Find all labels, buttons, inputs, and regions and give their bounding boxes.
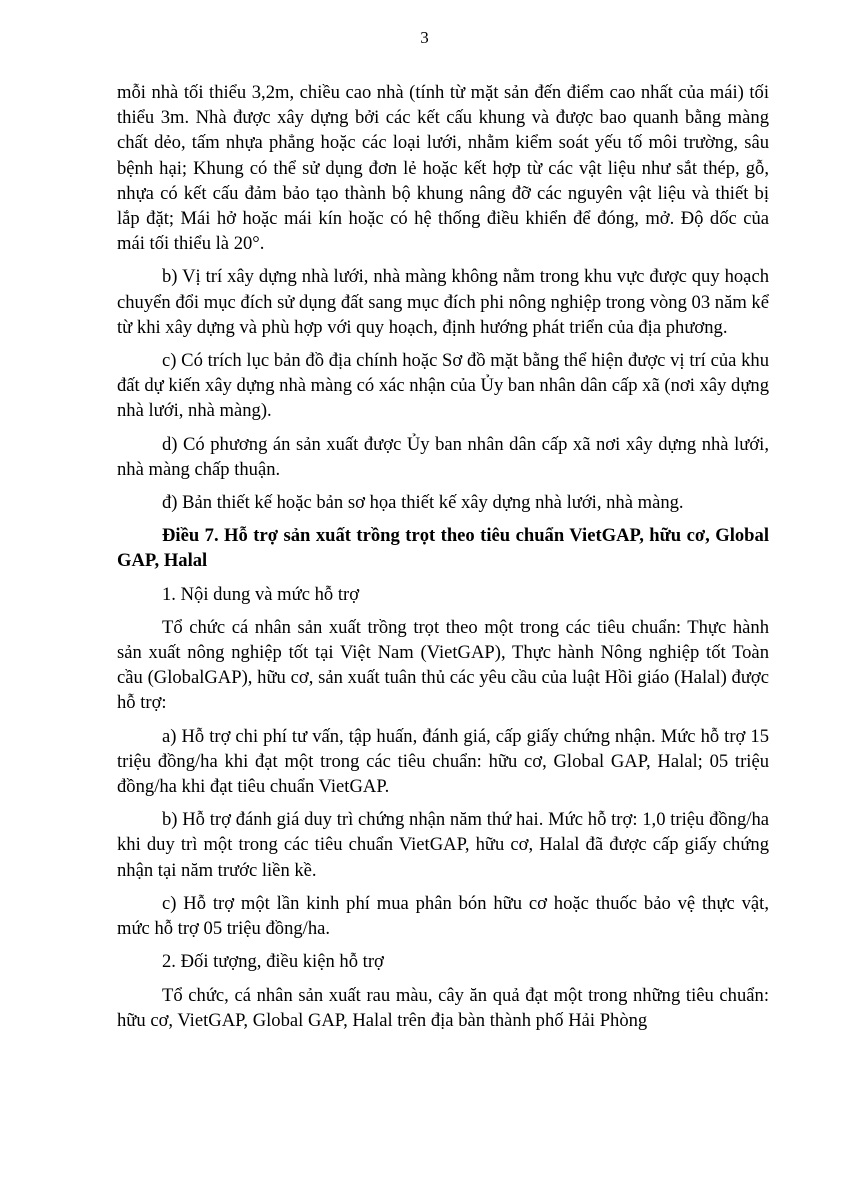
paragraph-item-dd: đ) Bản thiết kế hoặc bản sơ họa thiết kế xây dựng nhà lưới, nhà màng. <box>162 492 684 514</box>
paragraph-support-c: c) Hỗ trợ một lần kinh phí mua phân bón hữu cơ hoặc thuốc bảo vệ thực vật, mức hỗ trợ 05 triệu đồng/ha. <box>117 892 769 940</box>
paragraph-eligibility: Tổ chức, cá nhân sản xuất rau màu, cây ăn quả đạt một trong những tiêu chuẩn: hữu cơ, VietGAP, Global GAP, Halal trên địa bàn thành phố Hải Phòng <box>117 984 769 1031</box>
paragraph-item-c: c) Có trích lục bản đồ địa chính hoặc Sơ đồ mặt bằng thể hiện được vị trí của khu đất dự kiến xây dựng nhà màng có xác nhận của Ủy ban nhân dân cấp xã (nơi xây dựng nhà lưới, nhà màng). <box>117 350 769 422</box>
paragraph-support-b: b) Hỗ trợ đánh giá duy trì chứng nhận năm thứ hai. Mức hỗ trợ: 1,0 triệu đồng/ha khi duy trì một trong các tiêu chuẩn VietGAP, hữu cơ, Halal đã được cấp giấy chứng nhận tại năm trước liền kề. <box>117 809 769 881</box>
paragraph-intro: Tổ chức cá nhân sản xuất trồng trọt theo một trong các tiêu chuẩn: Thực hành sản xuất nông nghiệp tốt tại Việt Nam (VietGAP), Thực hành Nông nghiệp tốt Toàn cầu (GlobalGAP), hữu cơ, sản xuất tuân thủ các yêu cầu của luật Hồi giáo (Halal) được hỗ trợ: <box>117 616 769 714</box>
section-1-heading: 1. Nội dung và mức hỗ trợ <box>162 583 360 605</box>
article-7-heading: Điều 7. Hỗ trợ sản xuất trồng trọt theo tiêu chuẩn VietGAP, hữu cơ, Global GAP, Halal <box>117 525 769 572</box>
paragraph-item-d: d) Có phương án sản xuất được Ủy ban nhân dân cấp xã nơi xây dựng nhà lưới, nhà màng chấp thuận. <box>117 433 769 480</box>
document-body <box>117 80 769 1041</box>
section-2-heading: 2. Đối tượng, điều kiện hỗ trợ <box>162 951 384 973</box>
paragraph-item-b: b) Vị trí xây dựng nhà lưới, nhà màng không nằm trong khu vực được quy hoạch chuyển đổi mục đích sử dụng đất sang mục đích phi nông nghiệp trong vòng 03 năm kể từ khi xây dựng và phù hợp với quy hoạch, định hướng phát triển của địa phương. <box>117 266 769 338</box>
paragraph-support-a: a) Hỗ trợ chi phí tư vấn, tập huấn, đánh giá, cấp giấy chứng nhận. Mức hỗ trợ 15 triệu đồng/ha khi đạt một trong các tiêu chuẩn: hữu cơ, Global GAP, Halal; 05 triệu đồng/ha khi đạt tiêu chuẩn VietGAP. <box>117 725 769 798</box>
page-number: 3 <box>420 28 429 47</box>
paragraph-continuation: mỗi nhà tối thiểu 3,2m, chiều cao nhà (tính từ mặt sản đến điểm cao nhất của mái) tối thiểu 3m. Nhà được xây dựng bởi các kết cấu khung và được bao quanh bằng màng chất dẻo, tấm nhựa phẳng hoặc các loại lưới, nhằm kiểm soát yếu tố môi trường, sâu bệnh hại; Khung có thể sử dụng đơn lẻ hoặc kết hợp từ các vật liệu như sắt thép, gỗ, nhựa có kết cấu đảm bảo tạo thành bộ khung nâng đỡ các nguyên vật liệu và thiết bị lắp đặt; Mái hở hoặc mái kín hoặc có hệ thống điều khiển để đóng, mở. Độ dốc của mái tối thiểu là 20°. <box>117 82 769 255</box>
